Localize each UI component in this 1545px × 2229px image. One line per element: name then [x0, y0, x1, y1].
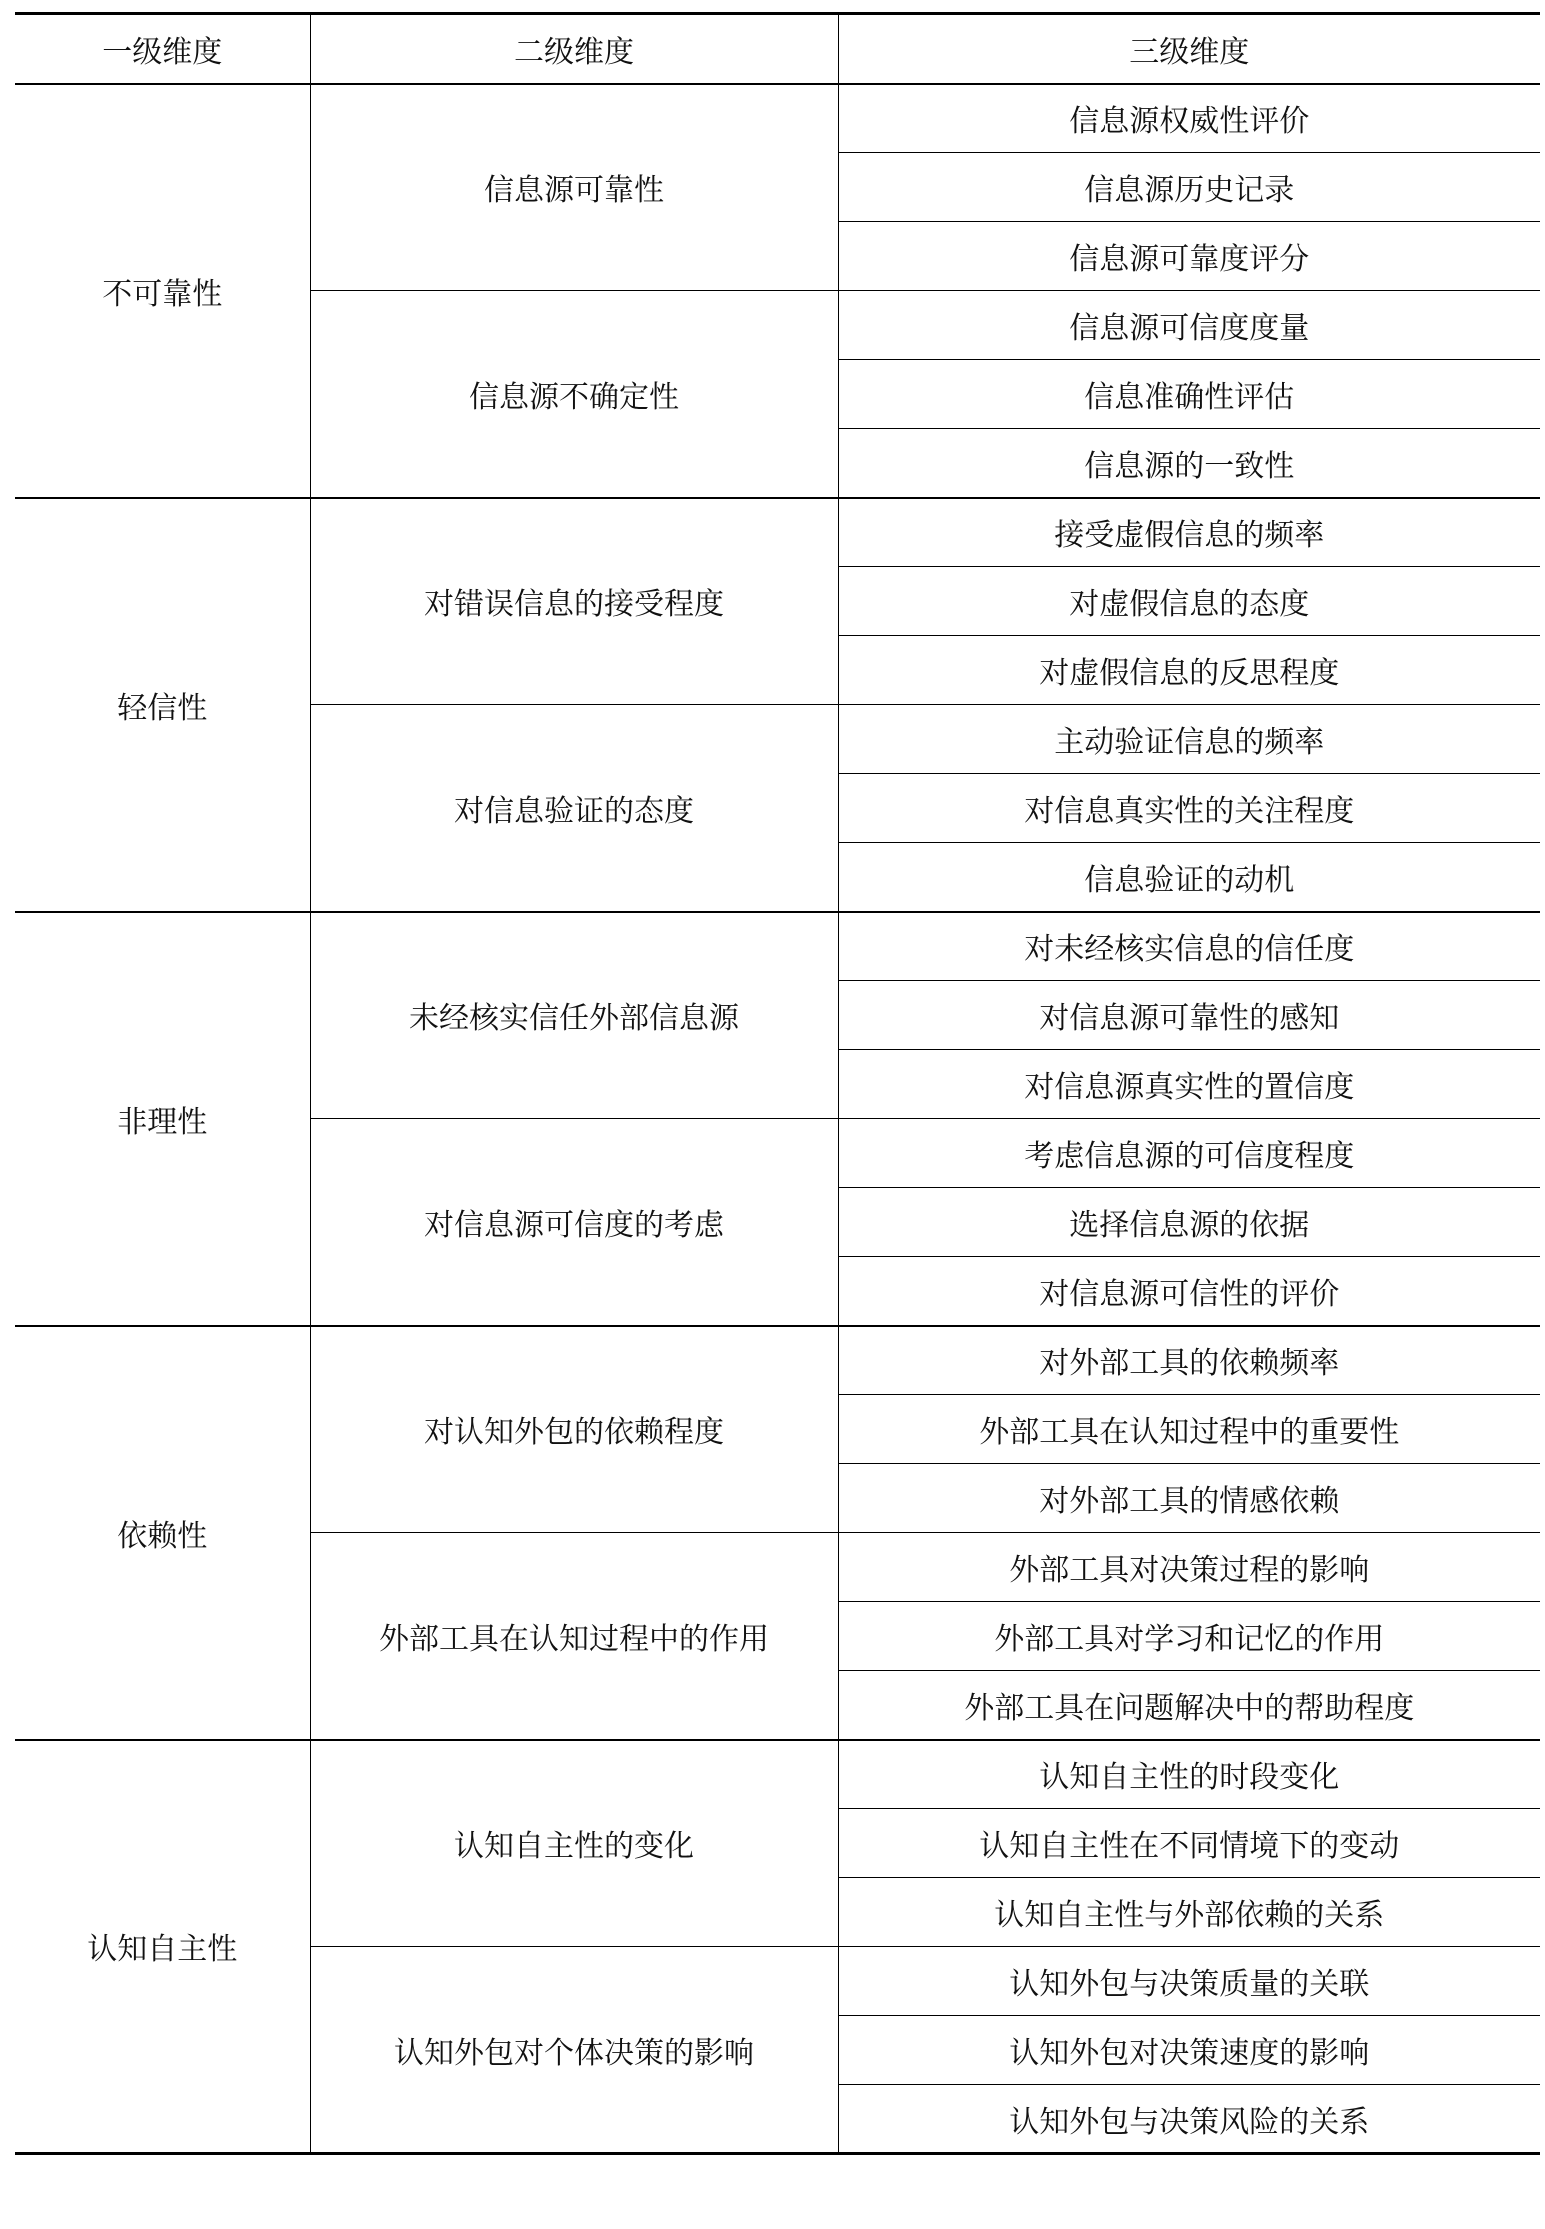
header-level1: 一级维度	[15, 14, 310, 84]
dimension-table	[15, 12, 1540, 2155]
level1-cell: 依赖性	[15, 1326, 310, 1740]
level3-cell: 认知自主性与外部依赖的关系	[838, 1878, 1540, 1947]
level3-cell: 认知自主性的时段变化	[838, 1740, 1540, 1809]
level1-cell: 非理性	[15, 912, 310, 1326]
level3-cell: 对信息源真实性的置信度	[838, 1050, 1540, 1119]
level2-cell: 认知外包对个体决策的影响	[310, 1947, 838, 2154]
header-level2: 二级维度	[310, 14, 838, 84]
level3-cell: 对信息源可信性的评价	[838, 1257, 1540, 1326]
level2-cell: 外部工具在认知过程中的作用	[310, 1533, 838, 1740]
level1-cell: 不可靠性	[15, 84, 310, 498]
table-row	[15, 1740, 1540, 1809]
table-row	[15, 912, 1540, 981]
level3-cell: 对信息源可靠性的感知	[838, 981, 1540, 1050]
level3-cell: 对虚假信息的态度	[838, 567, 1540, 636]
level3-cell: 信息准确性评估	[838, 360, 1540, 429]
level3-cell: 考虑信息源的可信度程度	[838, 1119, 1540, 1188]
level3-cell: 认知外包与决策风险的关系	[838, 2085, 1540, 2154]
level3-cell: 认知自主性在不同情境下的变动	[838, 1809, 1540, 1878]
level1-cell: 认知自主性	[15, 1740, 310, 2154]
level2-cell: 未经核实信任外部信息源	[310, 912, 838, 1119]
table-body	[15, 84, 1540, 2154]
level3-cell: 主动验证信息的频率	[838, 705, 1540, 774]
level2-cell: 对认知外包的依赖程度	[310, 1326, 838, 1533]
header-level3: 三级维度	[838, 14, 1540, 84]
level3-cell: 信息源权威性评价	[838, 84, 1540, 153]
table-row	[15, 1326, 1540, 1395]
level3-cell: 认知外包对决策速度的影响	[838, 2016, 1540, 2085]
table-row	[15, 498, 1540, 567]
level3-cell: 外部工具对决策过程的影响	[838, 1533, 1540, 1602]
level3-cell: 对信息真实性的关注程度	[838, 774, 1540, 843]
level3-cell: 外部工具在认知过程中的重要性	[838, 1395, 1540, 1464]
level3-cell: 信息源历史记录	[838, 153, 1540, 222]
level3-cell: 外部工具在问题解决中的帮助程度	[838, 1671, 1540, 1740]
level3-cell: 选择信息源的依据	[838, 1188, 1540, 1257]
level1-cell: 轻信性	[15, 498, 310, 912]
level3-cell: 对外部工具的情感依赖	[838, 1464, 1540, 1533]
level3-cell: 认知外包与决策质量的关联	[838, 1947, 1540, 2016]
level3-cell: 信息源的一致性	[838, 429, 1540, 498]
table-row	[15, 84, 1540, 153]
level3-cell: 对虚假信息的反思程度	[838, 636, 1540, 705]
level3-cell: 对外部工具的依赖频率	[838, 1326, 1540, 1395]
level2-cell: 对信息源可信度的考虑	[310, 1119, 838, 1326]
level3-cell: 信息源可信度度量	[838, 291, 1540, 360]
level3-cell: 信息验证的动机	[838, 843, 1540, 912]
level3-cell: 接受虚假信息的频率	[838, 498, 1540, 567]
level2-cell: 对错误信息的接受程度	[310, 498, 838, 705]
level2-cell: 对信息验证的态度	[310, 705, 838, 912]
header-row	[15, 14, 1540, 84]
level3-cell: 对未经核实信息的信任度	[838, 912, 1540, 981]
level3-cell: 外部工具对学习和记忆的作用	[838, 1602, 1540, 1671]
level2-cell: 信息源可靠性	[310, 84, 838, 291]
level2-cell: 信息源不确定性	[310, 291, 838, 498]
level3-cell: 信息源可靠度评分	[838, 222, 1540, 291]
level2-cell: 认知自主性的变化	[310, 1740, 838, 1947]
